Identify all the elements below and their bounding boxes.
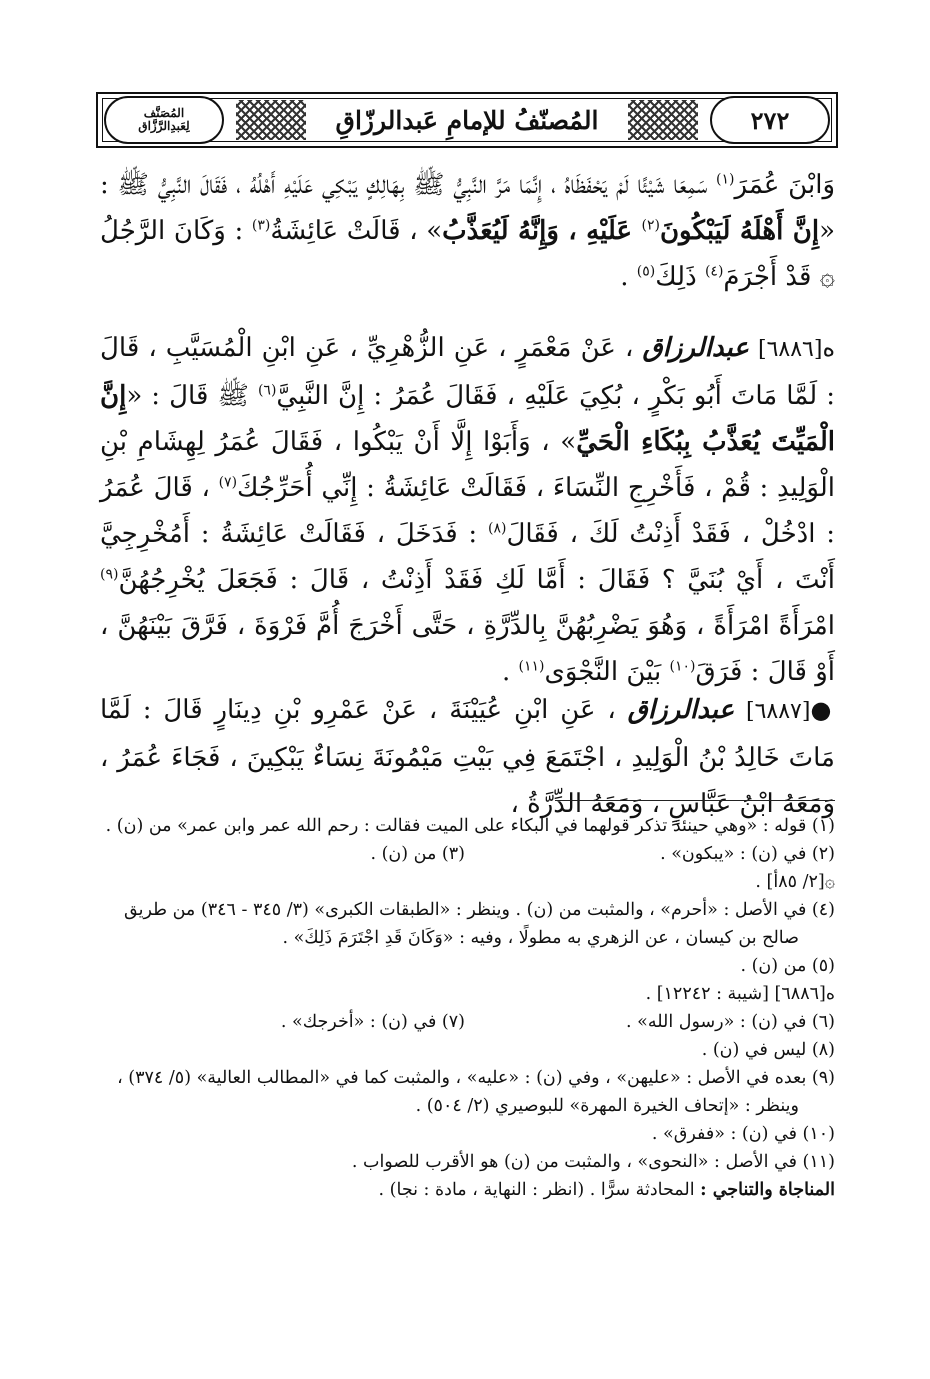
- hadith-6886: ە[٦٨٨٦] عبدالرزاق ، عَنْ مَعْمَرٍ ، عَنِ الزُّهْرِيِّ ، عَنِ ابْنِ الْمُسَيَّبِ ، قَالَ : لَمَّا مَاتَ أَبُو بَكْرٍ ، بُكِيَ عَلَيْهِ ، فَقَالَ عُمَرُ : إِنَّ النَّبِيَّ$^{(٦)}$ ﷺ قَالَ : «إِنَّ الْمَيِّتَ يُعَذَّبُ بِبُكَاءِ الْحَيِّ» ، وَأَبَوْا إِلَّا أَنْ يَبْكُوا ، فَقَالَ عُمَرُ لِهِشَامِ بْنِ الْوَلِيدِ : قُمْ ، فَأَخْرِجِ النِّسَاءَ ، فَقَالَتْ عَائِشَةُ : إِنِّي أُحَرِّجُكَ$^{(٧)}$ ، قَالَ عُمَرُ : ادْخُلْ ، فَقَدْ أَذِنْتُ لَكَ ، فَقَالَ$^{(٨)}$ : فَدَخَلَ ، فَقَالَتْ عَائِشَةُ : أَمُخْرِجِيَّ أَنْتَ ، أَيْ بُنَيَّ ؟ فَقَالَ : أَمَّا لَكِ فَقَدْ أَذِنْتُ ، قَالَ : فَجَعَلَ يُخْرِجُهُنَّ$^{(٩)}$ امْرَأَةً امْرَأَةً ، وَهُوَ يَضْرِبُهُنَّ بِالدِّرَّةِ ، حَتَّى أَخْرَجَ أُمَّ فَرْوَةَ ، فَرَّقَ بَيْنَهُنَّ ، أَوْ قَالَ : فَرَقَ$^{(١٠)}$ بَيْنَ النَّجْوَى$^{(١١)}$ .: [100, 333, 836, 687]
- footnote-divider: [555, 800, 835, 801]
- footnote-10: (١٠) في (ن) : «ففرق» .: [651, 1124, 835, 1144]
- narrator-name: عبدالرزاق: [627, 695, 735, 725]
- footnote-row: [100, 1008, 835, 1036]
- book-logo: المُصَنَّف لِعَبدِالرَّزَّاق: [138, 106, 190, 133]
- glossary-note: [100, 1176, 835, 1204]
- footnote-ref[interactable]: (٥): [636, 263, 656, 280]
- narrator-name: عبدالرزاق: [642, 333, 749, 363]
- page-number: ٢٧٢: [750, 105, 790, 135]
- footnote-2: (٢) في (ن) : «يبكون» .: [660, 844, 835, 864]
- footnote-8: (٨) ليس في (ن) .: [701, 1040, 835, 1060]
- footnote-4: (٤) في الأصل : «أحرم» ، والمثبت من (ن) . وينظر : «الطبقات الكبرى» (٣/ ٣٤٥ - ٣٤٦) من طريق: [123, 900, 835, 920]
- hadith-number: [٦٨٨٧]: [745, 699, 811, 724]
- footnote-9-continued: وينظر : «إتحاف الخيرة المهرة» للبوصيري (٢/ ٥٠٤) .: [415, 1096, 799, 1116]
- footnote-ref[interactable]: (٣): [251, 217, 271, 234]
- footnote-1: (١) قوله : «وهي حينئذ تذكر قولهما في البكاء على الميت فقالت : رحم الله عمر وابن عمر» من (ن) .: [105, 816, 835, 836]
- footnote-ref[interactable]: (١): [716, 171, 735, 188]
- hadith-marker: ە: [822, 334, 836, 362]
- glossary-text: المحادثة سرًّا . (انظر : النهاية ، مادة : نجا) .: [378, 1180, 701, 1200]
- footnote-ref[interactable]: (١١): [518, 658, 545, 675]
- footnote-ref[interactable]: (٧): [218, 474, 238, 491]
- folio-note: ۞[٢/ ٨٥أ] .: [755, 872, 835, 892]
- footnote-11: (١١) في الأصل : «النحوى» ، والمثبت من (ن) هو الأقرب للصواب .: [351, 1152, 835, 1172]
- source-reference: ە[٦٨٨٦] [شيبة : ١٢٢٤٢] .: [645, 984, 835, 1004]
- ornament-band-right: [628, 100, 698, 140]
- footnotes: [100, 812, 835, 1204]
- hadith-6887: ●[٦٨٨٧] عبدالرزاق ، عَنِ ابْنِ عُيَيْنَةَ ، عَنْ عَمْرِو بْنِ دِينَارٍ قَالَ : لَمَّا مَاتَ خَالِدُ بْنُ الْوَلِيدِ ، اجْتَمَعَ فِي بَيْتِ مَيْمُونَةَ نِسَاءٌ يَبْكِينَ ، فَجَاءَ عُمَرُ ، وَمَعَهُ ابْنُ عَبَّاسٍ ، وَمَعَهُ الدِّرَّةُ ،: [100, 695, 835, 819]
- paragraph-continuation: وَابْنَ عُمَرَ$^{(١)}$ سَمِعَا شَيْئًا لَمْ يَحْفَظَاهُ ، إِنَّمَا مَرَّ النَّبِيُّ ﷺ بِهَالِكٍ يَبْكِي عَلَيْهِ أَهْلُهُ ، فَقَالَ النَّبِيُّ ﷺ : «إِنَّ أَهْلَهُ لَيَبْكُونَ$^{(٢)}$ عَلَيْهِ ، وَإِنَّهُ لَيُعَذَّبُ» ، قَالَتْ عَائِشَةُ$^{(٣)}$ : وَكَانَ الرَّجُلُ ۞ قَدْ أَجْرَمَ$^{(٤)}$ ذَلِكَ$^{(٥)}$ .: [100, 170, 836, 292]
- footnote-ref[interactable]: (٨): [487, 520, 507, 537]
- footnote-9: (٩) بعده في الأصل : «عليهن» ، وفي (ن) : «عليه» ، والمثبت كما في «المطالب العالية» (٥/ ٣٧٤) ،: [117, 1068, 835, 1088]
- glossary-term: المناجاة والتناجي :: [700, 1180, 835, 1200]
- header-title-box: [318, 98, 616, 142]
- hadith-marker: ●: [810, 696, 835, 724]
- page-header: [96, 92, 838, 148]
- running-title: المُصنّفُ للإمامِ عَبدالرزّاقِ: [335, 105, 599, 135]
- footnote-row: [100, 840, 835, 868]
- footnote-ref[interactable]: (٩): [100, 566, 119, 583]
- footnote-4-continued: صالح بن كيسان ، عن الزهري به مطولًا ، وفيه : «وَكَانَ قَدِ اجْتَرَمَ ذَلِكَ» .: [282, 928, 799, 948]
- footnote-ref[interactable]: (١٠): [669, 658, 696, 675]
- logo-medallion: [104, 96, 224, 144]
- footnote-ref[interactable]: (٦): [257, 382, 277, 399]
- footnote-7: (٧) في (ن) : «أخرجك» .: [280, 1012, 465, 1032]
- page-number-medallion: [710, 96, 830, 144]
- footnote-ref[interactable]: (٤): [704, 263, 724, 280]
- hadith-number: [٦٨٨٦]: [757, 337, 823, 362]
- footnote-3: (٣) من (ن) .: [370, 844, 465, 864]
- footnote-6: (٦) في (ن) : «رسول الله» .: [625, 1012, 835, 1032]
- footnote-5: (٥) من (ن) .: [740, 956, 835, 976]
- footnote-ref[interactable]: (٢): [641, 217, 660, 234]
- ornament-band-left: [236, 100, 306, 140]
